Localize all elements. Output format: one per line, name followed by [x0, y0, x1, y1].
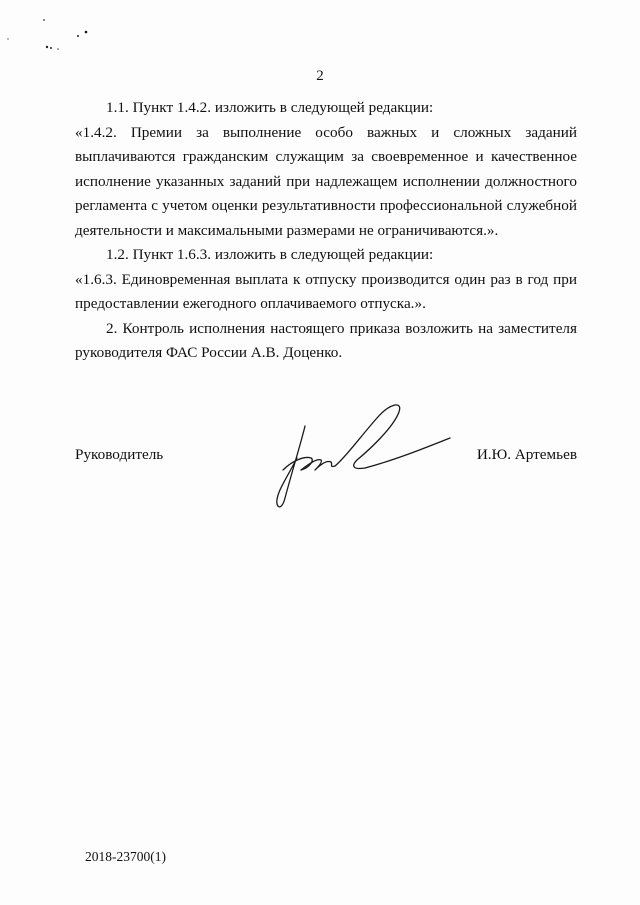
signature-block	[75, 446, 577, 476]
paragraph-1-4-2-text: «1.4.2. Премии за выполнение особо важных и сложных заданий выплачиваются гражданским служащим за своевременное и качественное исполнение указанных заданий при надлежащем исполнении должностного регламента с учетом оценки результативности профессиональной служебной деятельности и максимальными размерами не ограничиваются.».	[75, 123, 577, 239]
document-number: 2018-23700(1)	[85, 849, 166, 864]
signatory-name: И.Ю. Артемьев	[476, 446, 577, 463]
paragraph-2: 2. Контроль исполнения настоящего приказа возложить на заместителя руководителя ФАС России А.В. Доценко.	[75, 319, 577, 361]
paragraph-1-2: 1.2. Пункт 1.6.3. изложить в следующей редакции:	[106, 246, 434, 263]
paragraph-1-1: 1.1. Пункт 1.4.2. изложить в следующей редакции:	[106, 99, 434, 116]
page-number: 2	[316, 68, 324, 84]
paragraph-1-6-3-text: «1.6.3. Единовременная выплата к отпуску производится один раз в год при предоставлении ежегодного оплачиваемого отпуска.».	[75, 270, 577, 312]
scan-specks	[0, 0, 120, 60]
document-body	[75, 96, 577, 366]
signatory-title: Руководитель	[75, 446, 164, 463]
